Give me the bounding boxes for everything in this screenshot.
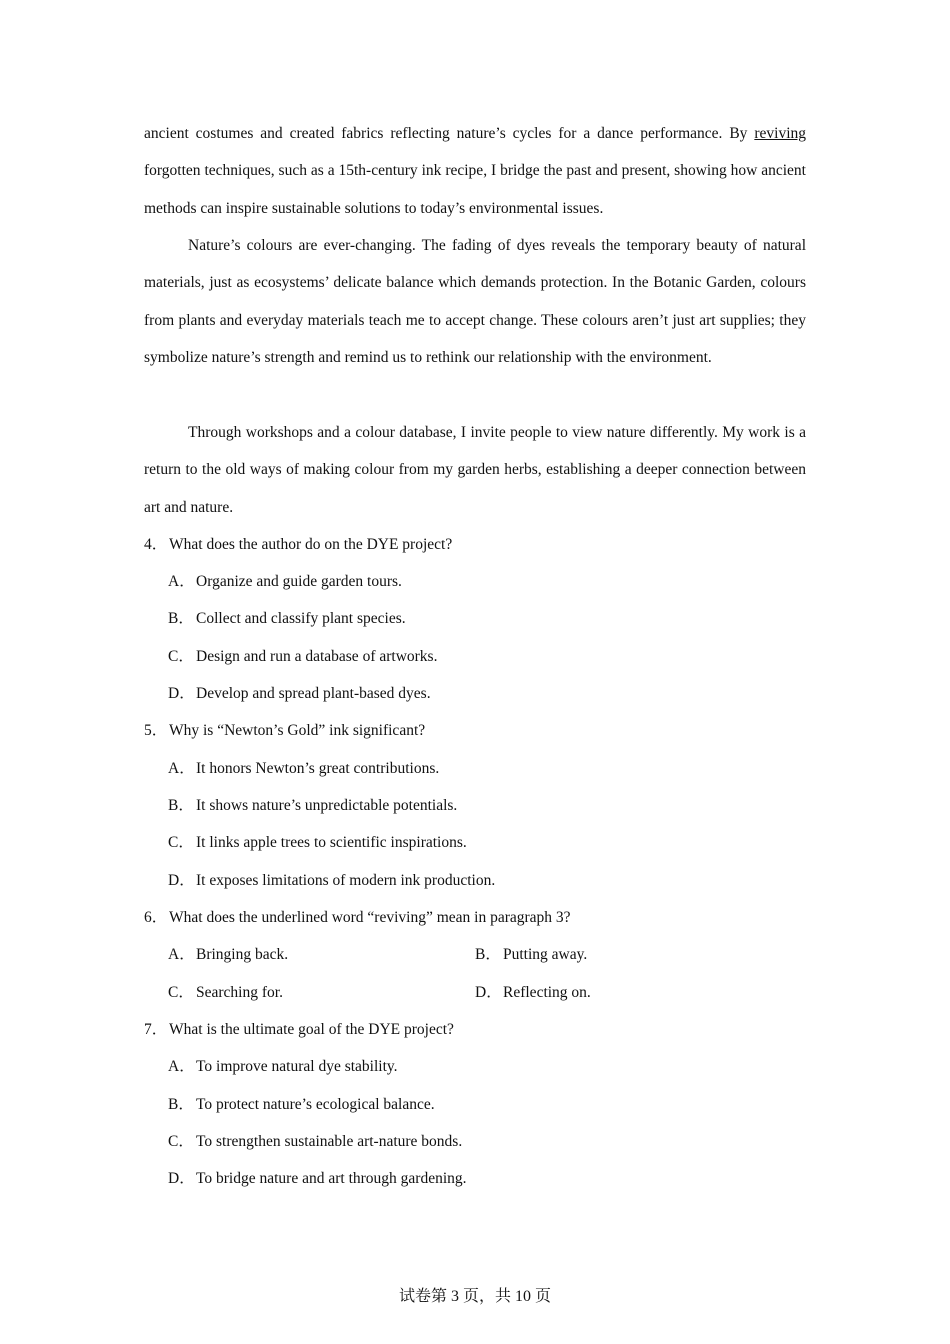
option-letter: B． [168,1096,194,1113]
option-text: Reflecting on. [503,984,591,1001]
passage-paragraph-2: Nature’s colours are ever-changing. The fading of dyes reveals the temporary beauty of natural materials, just as ecosystems’ delicate balance which demands protection. In the Botanic Garden, colours from plants and everyday materials teach me to accept change. These colours aren’t just art supplies; they symbolize nature’s strength and remind us to rethink our relationship with the environment. [144,237,806,367]
question-number: 4． [144,536,168,553]
underlined-word: reviving [754,125,806,142]
option-7a [168,1057,398,1077]
question-5 [144,721,425,741]
option-6b [475,945,587,965]
option-letter: B． [475,946,501,963]
option-letter: D． [168,872,195,889]
option-6d [475,983,591,1003]
option-letter: B． [168,610,194,627]
option-4b [168,609,406,629]
question-number: 7． [144,1021,168,1038]
option-6c [168,983,283,1003]
option-text: Putting away. [503,946,588,963]
passage-paragraph-3: Through workshops and a colour database, I invite people to view nature differently. My work is a return to the old ways of making colour from my garden herbs, establishing a deeper connection between art and nature. [144,424,806,516]
option-text: To protect nature’s ecological balance. [196,1096,435,1113]
question-text: What does the underlined word “reviving” mean in paragraph 3? [169,909,571,926]
question-text: What is the ultimate goal of the DYE project? [169,1021,454,1038]
question-text: What does the author do on the DYE project? [169,536,453,553]
passage-paragraph-1 [144,115,806,227]
option-letter: C． [168,834,194,851]
option-letter: A． [168,760,195,777]
option-letter: B． [168,797,194,814]
option-text: It shows nature’s unpredictable potentials. [196,797,458,814]
option-text: Searching for. [196,984,283,1001]
paragraph-text: ancient costumes and created fabrics reflecting nature’s cycles for a dance performance. By [144,125,755,142]
question-7 [144,1020,454,1040]
question-number: 5． [144,722,168,739]
paragraph-text: forgotten techniques, such as a 15th-century ink recipe, I bridge the past and present, showing how ancient methods can inspire sustainable solutions to today’s environmental issues. [144,162,806,217]
option-6a [168,945,288,965]
option-text: To bridge nature and art through gardening. [196,1170,467,1187]
option-letter: D． [168,1170,195,1187]
option-letter: A． [168,573,195,590]
option-text: It exposes limitations of modern ink production. [196,872,496,889]
option-4c [168,647,437,667]
question-6 [144,908,571,928]
option-7b [168,1095,435,1115]
option-text: To strengthen sustainable art-nature bonds. [196,1133,463,1150]
option-letter: C． [168,984,194,1001]
option-text: It honors Newton’s great contributions. [196,760,440,777]
option-text: Design and run a database of artworks. [196,648,438,665]
question-text: Why is “Newton’s Gold” ink significant? [169,722,426,739]
question-4 [144,535,452,555]
question-number: 6． [144,909,168,926]
option-text: Organize and guide garden tours. [196,573,402,590]
page-footer: 试卷第 3 页，共 10 页 [398,1288,551,1305]
option-letter: C． [168,648,194,665]
option-letter: D． [475,984,502,1001]
option-4d [168,684,431,704]
option-4a [168,572,402,592]
option-5b [168,796,457,816]
option-text: Collect and classify plant species. [196,610,406,627]
option-text: It links apple trees to scientific inspirations. [196,834,467,851]
option-text: To improve natural dye stability. [196,1058,398,1075]
option-text: Develop and spread plant-based dyes. [196,685,431,702]
option-7c [168,1132,462,1152]
option-letter: D． [168,685,195,702]
option-text: Bringing back. [196,946,289,963]
option-7d [168,1169,467,1189]
option-5c [168,833,467,853]
option-letter: A． [168,946,195,963]
option-5a [168,759,439,779]
option-letter: C． [168,1133,194,1150]
option-letter: A． [168,1058,195,1075]
option-5d [168,871,495,891]
